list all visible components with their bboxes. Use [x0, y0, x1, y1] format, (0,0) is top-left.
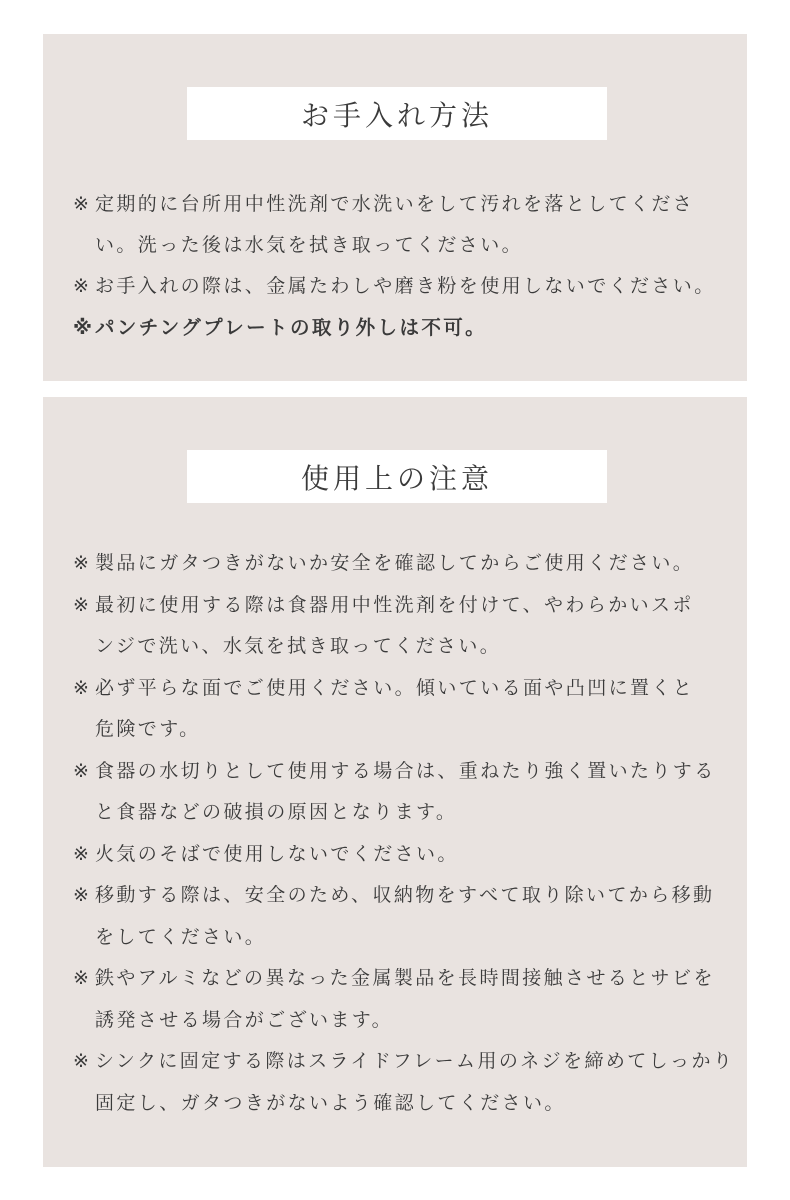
caution-item-text: 鉄やアルミなどの異なった金属製品を長時間接触させるとサビを 誘発させる場合がございます。 [95, 967, 715, 1031]
care-item-text: お手入れの際は、金属たわしや磨き粉を使用しないでください。 [95, 275, 716, 297]
caution-item [73, 668, 743, 751]
care-item-text: 定期的に台所用中性洗剤で水洗いをして汚れを落としてくださ い。洗った後は水気を拭き取ってください。 [95, 193, 695, 256]
caution-item [73, 543, 743, 585]
note-mark: ※ [73, 316, 95, 339]
note-mark: ※ [73, 676, 92, 699]
caution-item-text: 食器の水切りとして使用する場合は、重ねたり強く置いたりする と食器などの破損の原因となります。 [95, 759, 716, 823]
caution-item-text: 最初に使用する際は食器用中性洗剤を付けて、やわらかいスポ ンジで洗い、水気を拭き取ってください。 [95, 593, 694, 657]
note-mark: ※ [73, 193, 92, 215]
care-item [73, 184, 743, 266]
caution-item [73, 958, 743, 1041]
caution-item [73, 1041, 743, 1124]
note-mark: ※ [73, 552, 92, 574]
usage-cautions-panel [43, 397, 747, 1167]
note-mark: ※ [73, 1050, 92, 1072]
care-item-text: パンチングプレートの取り外しは不可。 [95, 316, 488, 339]
caution-item-text: 必ず平らな面でご使用ください。傾いている面や凸凹に置くと 危険です。 [95, 676, 695, 740]
care-item [73, 266, 743, 307]
cautions-title: 使用上の注意 [300, 461, 493, 495]
caution-item-text: 火気のそばで使用しないでください。 [95, 842, 459, 865]
note-mark: ※ [73, 275, 92, 297]
cautions-title-box [187, 450, 607, 503]
care-list [73, 184, 743, 348]
caution-item [73, 834, 743, 876]
care-instructions-panel [43, 34, 747, 381]
note-mark: ※ [73, 967, 92, 989]
care-title-box [187, 87, 607, 140]
care-title: お手入れ方法 [300, 98, 493, 132]
note-mark: ※ [73, 759, 92, 782]
note-mark: ※ [73, 884, 92, 906]
note-mark: ※ [73, 593, 92, 616]
caution-item [73, 751, 743, 834]
caution-item [73, 875, 743, 958]
cautions-list [73, 543, 743, 1124]
caution-item-text: シンクに固定する際はスライドフレーム用のネジを締めてしっかり 固定し、ガタつきがないよう確認してください。 [95, 1050, 735, 1114]
note-mark: ※ [73, 842, 92, 865]
caution-item-text: 製品にガタつきがないか安全を確認してからご使用ください。 [95, 552, 695, 574]
caution-item [73, 585, 743, 668]
caution-item-text: 移動する際は、安全のため、収納物をすべて取り除いてから移動 をしてください。 [95, 884, 715, 948]
care-item-emphasis [73, 307, 743, 348]
